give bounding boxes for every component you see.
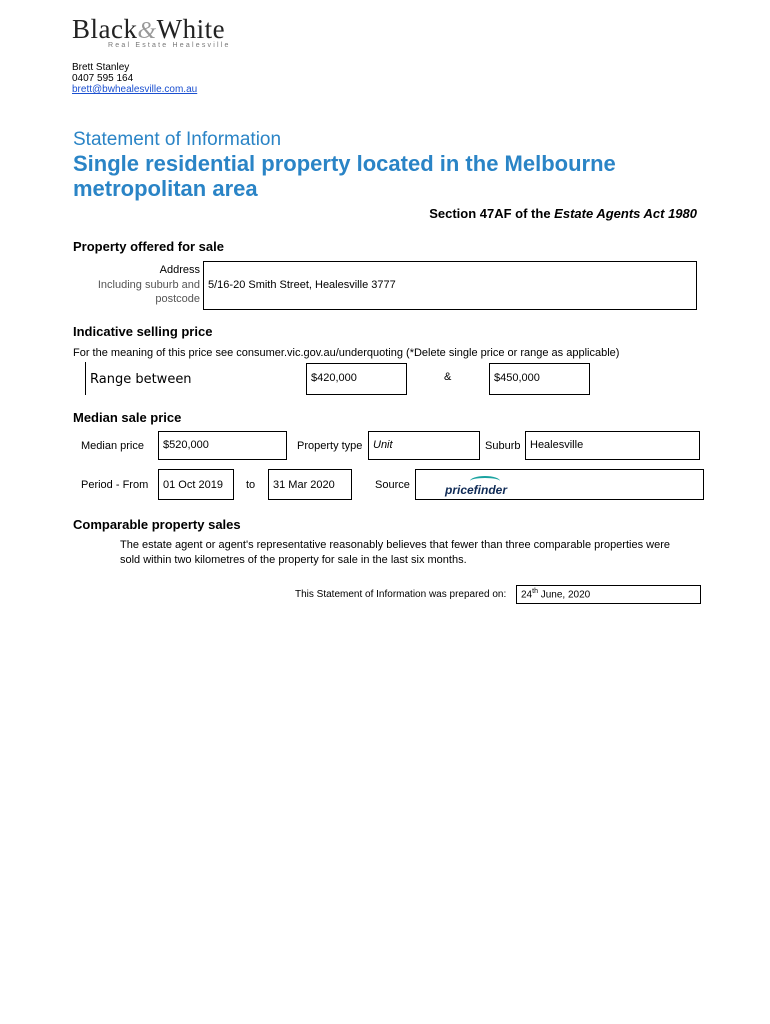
property-heading: Property offered for sale: [73, 239, 224, 254]
agent-name: Brett Stanley: [72, 62, 130, 73]
source-label: Source: [375, 479, 410, 491]
period-to-label: to: [246, 479, 256, 491]
range-label: Range between: [90, 372, 192, 387]
address-label-line1: Address: [159, 264, 200, 276]
prepared-day-suffix: th: [532, 588, 538, 595]
prepared-day: 24: [521, 589, 533, 601]
logo-ampersand: &: [137, 18, 157, 44]
price-low-field[interactable]: $420,000: [306, 363, 407, 395]
range-divider: [85, 362, 86, 395]
section-reference: [429, 206, 697, 221]
period-from-label: Period - From: [81, 479, 149, 491]
address-field[interactable]: 5/16-20 Smith Street, Healesville 3777: [203, 261, 697, 310]
prepared-date-field[interactable]: [516, 585, 701, 604]
property-type-label: Property type: [297, 440, 363, 452]
statement-title: Statement of Information: [73, 129, 282, 150]
period-to-field[interactable]: 31 Mar 2020: [268, 469, 352, 500]
range-ampersand: &: [444, 371, 452, 383]
median-price-field[interactable]: $520,000: [158, 431, 287, 460]
address-label: [84, 263, 200, 307]
property-type-field[interactable]: Unit: [368, 431, 480, 460]
comparable-heading: Comparable property sales: [73, 517, 241, 532]
median-heading: Median sale price: [73, 410, 182, 425]
prepared-label: This Statement of Information was prepared on:: [295, 589, 507, 600]
logo-subtitle: Real Estate Healesville: [108, 42, 231, 49]
address-label-line3: postcode: [155, 293, 200, 305]
logo-word-white: White: [156, 14, 226, 44]
median-price-label: Median price: [81, 440, 144, 452]
comparable-statement: The estate agent or agent's representative reasonably believes that fewer than three comparable properties were sold within two kilometres of the property for sale in the last six months.: [120, 539, 670, 566]
source-field[interactable]: [415, 469, 704, 500]
act-name: Estate Agents Act 1980: [554, 206, 697, 221]
indicative-heading: Indicative selling price: [73, 324, 213, 339]
pricefinder-arc-icon: [470, 476, 500, 486]
main-title: Single residential property located in the Melbourne metropolitan area: [73, 151, 616, 201]
logo-word-black: Black: [72, 14, 138, 44]
underquoting-note: For the meaning of this price see consumer.vic.gov.au/underquoting (*Delete single price or range as applicable): [73, 347, 620, 359]
period-from-field[interactable]: 01 Oct 2019: [158, 469, 234, 500]
price-high-field[interactable]: $450,000: [489, 363, 590, 395]
suburb-field[interactable]: Healesville: [525, 431, 700, 460]
company-logo: [72, 14, 225, 45]
section-prefix: Section 47AF of the: [429, 206, 555, 221]
address-label-line2: Including suburb and: [97, 278, 200, 291]
agent-phone: 0407 595 164: [72, 73, 134, 84]
prepared-month-year: June, 2020: [537, 589, 591, 601]
agent-email-link[interactable]: brett@bwhealesville.com.au: [72, 84, 198, 95]
suburb-label: Suburb: [485, 440, 521, 452]
pricefinder-logo: pricefinder: [445, 483, 508, 497]
